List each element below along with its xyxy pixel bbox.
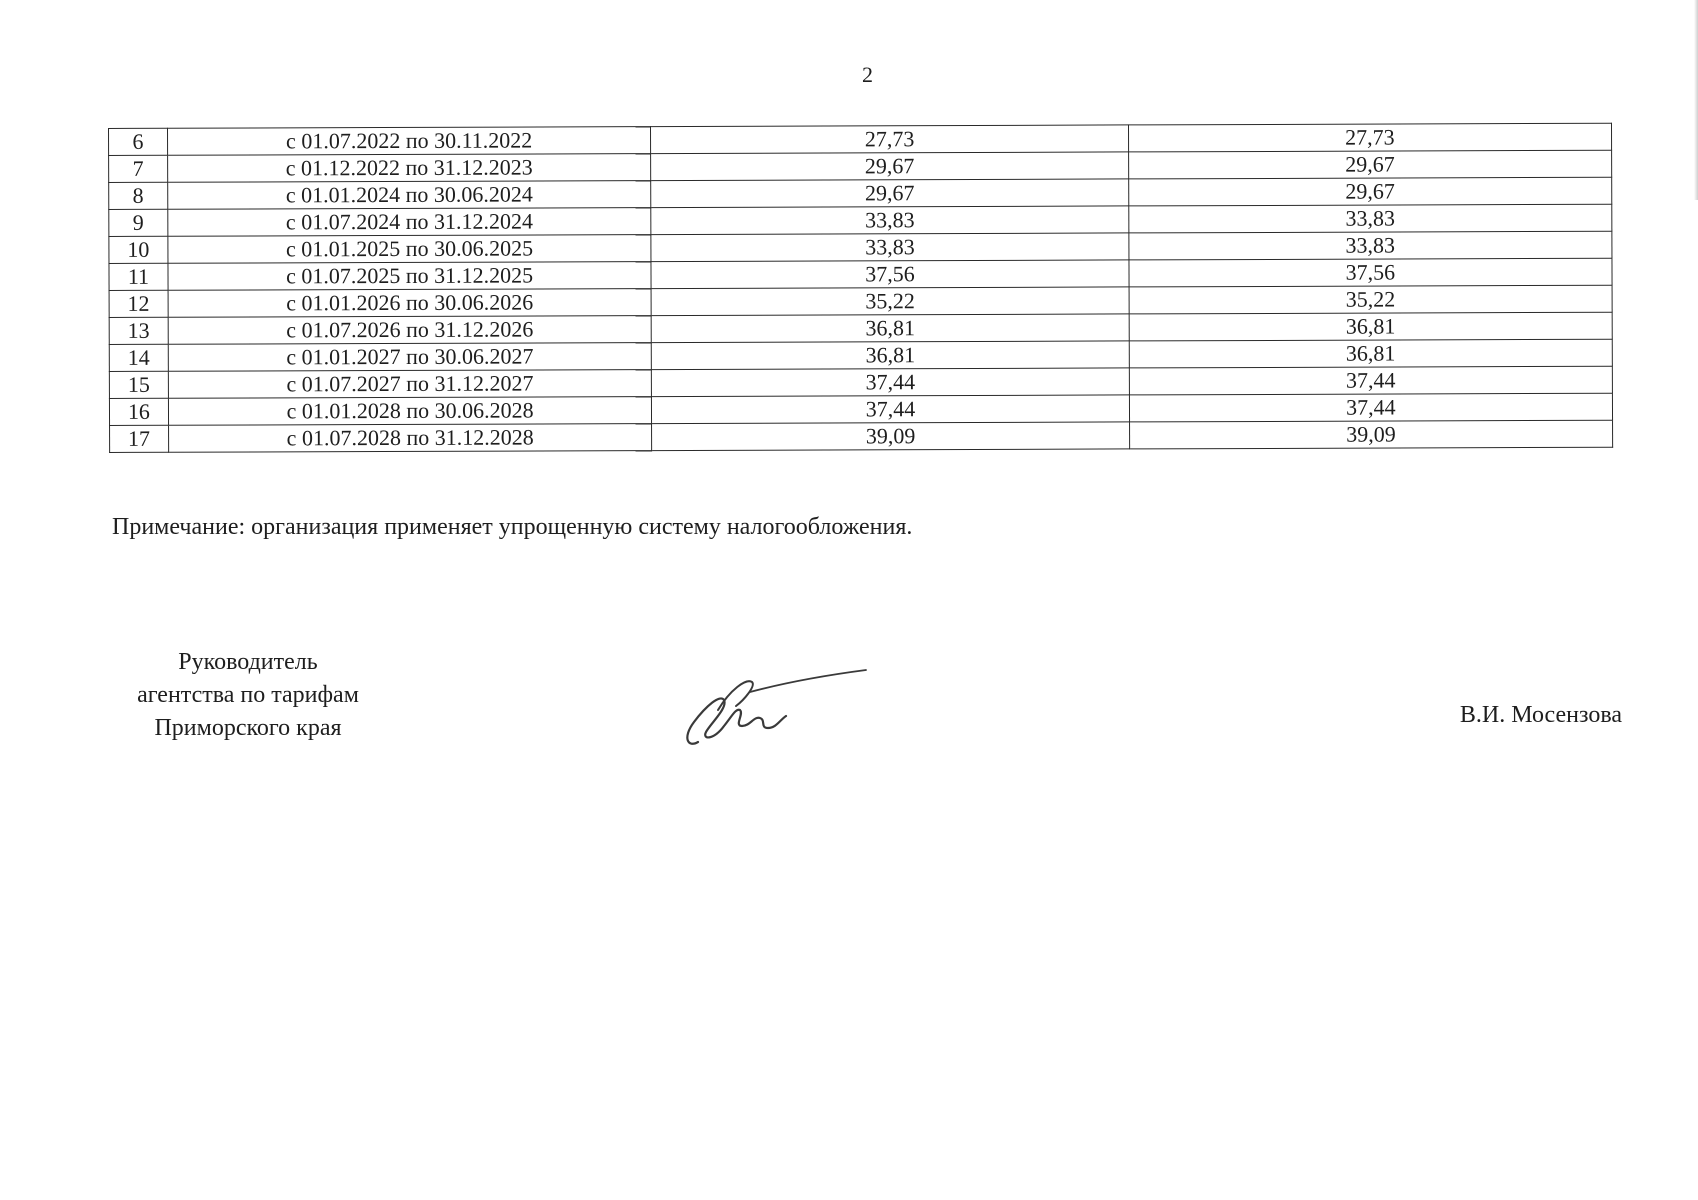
tariff-value-cell: 35,22 bbox=[1129, 285, 1612, 314]
period-cell: с 01.07.2024 по 31.12.2024 bbox=[168, 208, 652, 237]
row-number-cell: 15 bbox=[109, 371, 168, 398]
row-number-cell: 12 bbox=[109, 290, 168, 317]
tariff-value-cell: 35,22 bbox=[651, 287, 1128, 316]
handwritten-signature-icon bbox=[680, 660, 870, 760]
tariff-value-cell: 36,81 bbox=[652, 314, 1129, 343]
tariff-value-cell: 37,44 bbox=[1129, 366, 1612, 395]
tariff-value-cell: 36,81 bbox=[1129, 312, 1612, 341]
row-number-cell: 8 bbox=[109, 182, 168, 209]
tariff-value-cell: 37,44 bbox=[652, 395, 1129, 424]
page-number: 2 bbox=[862, 62, 873, 87]
tariff-value-cell: 37,44 bbox=[1129, 393, 1612, 422]
row-number-cell: 10 bbox=[109, 236, 168, 263]
signer-name: В.И. Мосензова bbox=[1459, 702, 1622, 728]
tariff-value-cell: 27,73 bbox=[651, 125, 1128, 154]
tariff-value-cell: 33,83 bbox=[1128, 204, 1611, 233]
row-number-cell: 11 bbox=[109, 263, 168, 290]
tariff-value-cell: 29,67 bbox=[1128, 150, 1611, 179]
tariff-table bbox=[108, 123, 1613, 453]
period-cell: с 01.07.2022 по 30.11.2022 bbox=[167, 127, 651, 156]
period-cell: с 01.01.2027 по 30.06.2027 bbox=[168, 343, 652, 372]
period-cell: с 01.07.2028 по 31.12.2028 bbox=[168, 424, 652, 453]
tariff-value-cell: 29,67 bbox=[1128, 177, 1611, 206]
tariff-value-cell: 33,83 bbox=[651, 233, 1128, 262]
tariff-value-cell: 29,67 bbox=[651, 152, 1128, 181]
table-row bbox=[110, 420, 1613, 452]
period-cell: с 01.01.2028 по 30.06.2028 bbox=[168, 397, 652, 426]
row-number-cell: 9 bbox=[109, 209, 168, 236]
row-number-cell: 14 bbox=[109, 344, 168, 371]
tariff-value-cell: 39,09 bbox=[652, 422, 1129, 451]
row-number-cell: 6 bbox=[109, 128, 168, 155]
period-cell: с 01.07.2026 по 31.12.2026 bbox=[168, 316, 652, 345]
period-cell: с 01.07.2025 по 31.12.2025 bbox=[168, 262, 652, 291]
tariff-value-cell: 36,81 bbox=[1129, 339, 1612, 368]
tariff-value-cell: 37,44 bbox=[652, 368, 1129, 397]
tariff-value-cell: 29,67 bbox=[651, 179, 1128, 208]
scan-edge bbox=[1694, 0, 1698, 200]
row-number-cell: 7 bbox=[109, 155, 168, 182]
signatory-title-line-3: Приморского края bbox=[154, 715, 342, 741]
tariff-value-cell: 36,81 bbox=[652, 341, 1129, 370]
period-cell: с 01.01.2024 по 30.06.2024 bbox=[168, 181, 652, 210]
signatory-title-line-2: агентства по тарифам bbox=[137, 682, 359, 708]
period-cell: с 01.12.2022 по 31.12.2023 bbox=[167, 154, 651, 183]
period-cell: с 01.01.2025 по 30.06.2025 bbox=[168, 235, 652, 264]
note-text: Примечание: организация применяет упрощенную систему налогообложения. bbox=[112, 514, 913, 540]
signatory-title-line-1: Руководитель bbox=[178, 649, 318, 675]
period-cell: с 01.01.2026 по 30.06.2026 bbox=[168, 289, 652, 318]
tariff-table-body bbox=[109, 123, 1613, 452]
row-number-cell: 17 bbox=[110, 425, 169, 452]
row-number-cell: 13 bbox=[109, 317, 168, 344]
tariff-value-cell: 37,56 bbox=[1129, 258, 1612, 287]
tariff-value-cell: 33,83 bbox=[651, 206, 1128, 235]
tariff-value-cell: 39,09 bbox=[1129, 420, 1612, 449]
tariff-value-cell: 33,83 bbox=[1129, 231, 1612, 260]
tariff-value-cell: 37,56 bbox=[651, 260, 1128, 289]
period-cell: с 01.07.2027 по 31.12.2027 bbox=[168, 370, 652, 399]
signatory-title bbox=[112, 646, 384, 745]
row-number-cell: 16 bbox=[109, 398, 168, 425]
tariff-value-cell: 27,73 bbox=[1128, 123, 1611, 152]
